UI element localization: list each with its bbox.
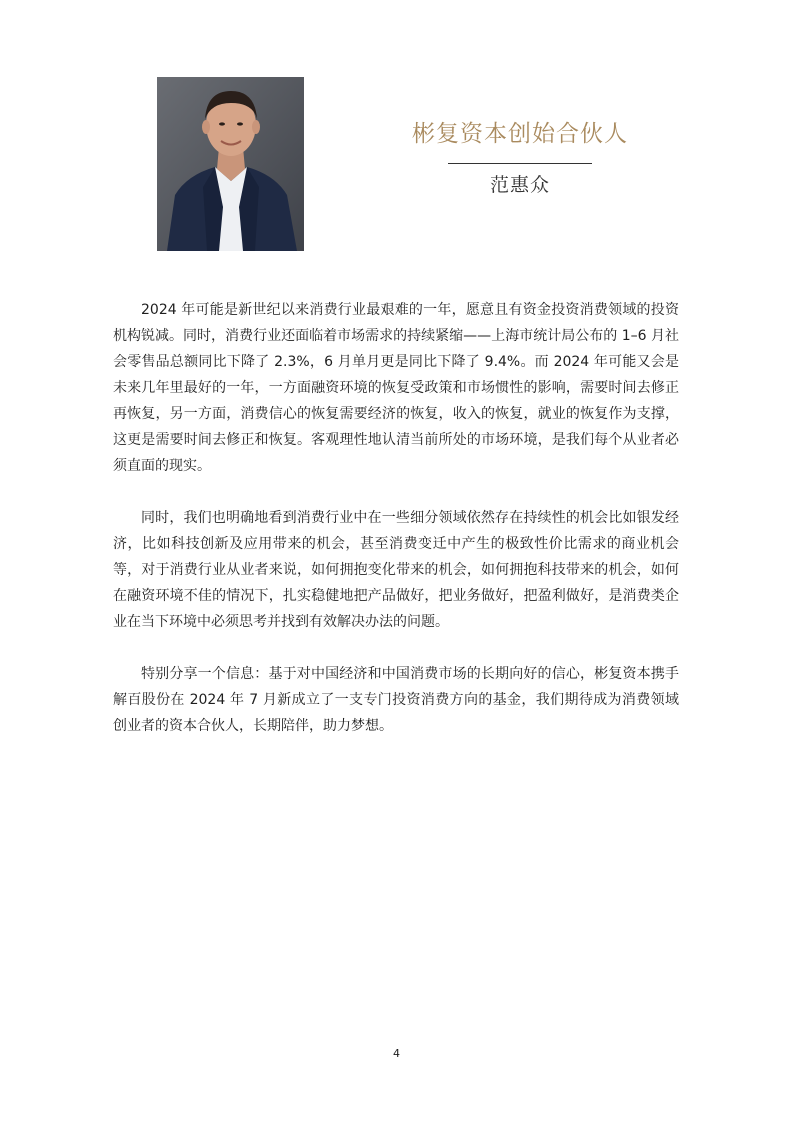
position-title: 彬复资本创始合伙人 xyxy=(412,121,628,147)
paragraph: 同时，我们也明确地看到消费行业中在一些细分领域依然存在持续性的机会比如银发经济，比如科技创新及应用带来的机会，甚至消费变迁中产生的极致性价比需求的商业机会等，对于消费行业从业者来说，如何拥抱变化带来的机会，如何拥抱科技带来的机会，如何在融资环境不佳的情况下，扎实稳健地把产品做好，把业务做好，把盈利做好，是消费类企业在当下环境中必须思考并找到有效解决办法的问题。 xyxy=(113,510,679,630)
header-block xyxy=(400,116,640,198)
body-text xyxy=(113,297,679,765)
page-number: 4 xyxy=(393,1047,400,1060)
title-divider xyxy=(448,163,592,164)
portrait-photo xyxy=(157,77,304,251)
paragraph: 2024 年可能是新世纪以来消费行业最艰难的一年，愿意且有资金投资消费领域的投资机构锐减。同时，消费行业还面临着市场需求的持续紧缩——上海市统计局公布的 1–6 月社会零售品总额同比下降了 2.3%，6 月单月更是同比下降了 9.4%。而 2024 年可能又会是未来几年里最好的一年，一方面融资环境的恢复受政策和市场惯性的影响，需要时间去修正再恢复，另一方面，消费信心的恢复需要经济的恢复，收入的恢复，就业的恢复作为支撑，这更是需要时间去修正和恢复。客观理性地认清当前所处的市场环境，是我们每个从业者必须直面的现实。 xyxy=(113,302,679,474)
paragraph: 特别分享一个信息：基于对中国经济和中国消费市场的长期向好的信心，彬复资本携手解百股份在 2024 年 7 月新成立了一支专门投资消费方向的基金，我们期待成为消费领域创业者的资本合伙人，长期陪伴，助力梦想。 xyxy=(113,666,679,734)
person-name: 范惠众 xyxy=(489,174,550,196)
